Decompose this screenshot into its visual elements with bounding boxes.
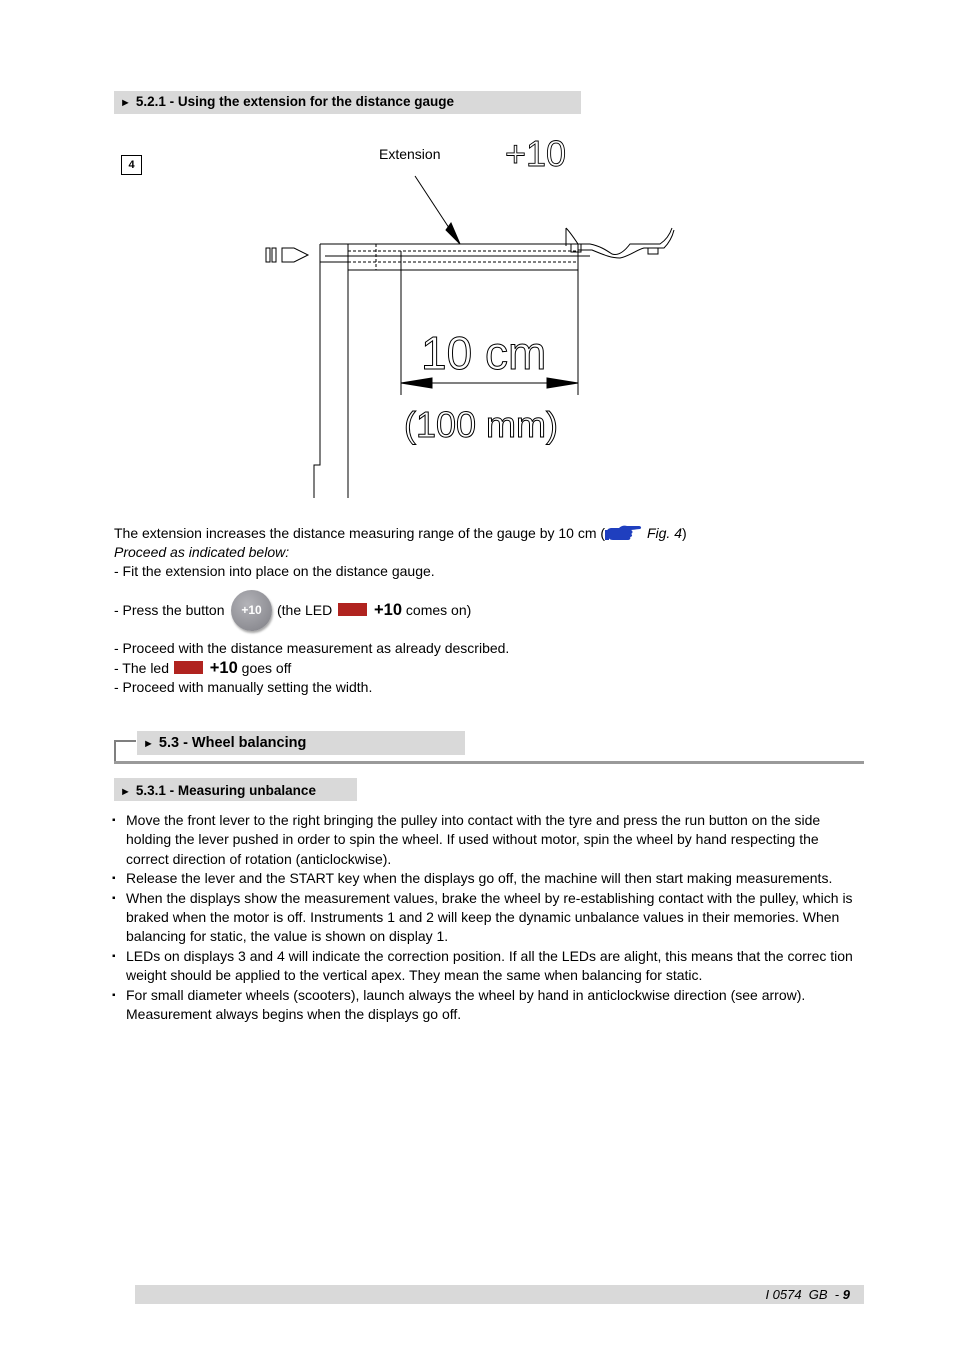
pointing-hand-icon bbox=[605, 524, 643, 542]
plus10-label: +10 bbox=[505, 133, 567, 174]
list-item: ▪ LEDs on displays 3 and 4 will indicate the correction position. If all the LEDs are alight, this means that the correc tion weight should be applied to the vertical apex. They mean the same when balancing for static. bbox=[112, 947, 864, 986]
step-measure: - Proceed with the distance measurement as already described. bbox=[114, 640, 510, 656]
step-press-button-post: (the LED +10 comes on) bbox=[277, 601, 472, 619]
section-arrow-icon: ► bbox=[120, 97, 131, 109]
list-item: ▪ Release the lever and the START key when the displays go off, the machine will then start making measurements. bbox=[112, 869, 864, 888]
section-arrow-icon: ► bbox=[143, 738, 154, 750]
led-indicator bbox=[338, 603, 367, 616]
section-531-header bbox=[114, 778, 357, 801]
section-521-title: 5.2.1 - Using the extension for the distance gauge bbox=[135, 94, 454, 109]
figure-number: 4 bbox=[121, 155, 142, 175]
figure-reference: Fig. 4 bbox=[646, 525, 682, 541]
ref-line-left bbox=[314, 244, 320, 498]
plunger-icon bbox=[266, 248, 270, 262]
extension-drawing bbox=[0, 0, 954, 510]
list-item: ▪ Move the front lever to the right bringing the pulley into contact with the tyre and press the run button on the side holding the lever pushed in order to spin the wheel. If used without motor, spin the wheel by hand respecting the correct direction of rotation (anticlockwise). bbox=[112, 811, 864, 869]
led-indicator-off bbox=[174, 661, 203, 674]
plus10-button[interactable]: +10 bbox=[231, 590, 272, 631]
proceed-label: Proceed as indicated below: bbox=[114, 544, 290, 560]
section-531-title: 5.3.1 - Measuring unbalance bbox=[135, 783, 316, 798]
footer-text bbox=[765, 1285, 850, 1304]
step-set-width: - Proceed with manually setting the width. bbox=[114, 679, 373, 695]
extension-intro: The extension increases the distance measuring range of the gauge by 10 cm ( Fig. 4) bbox=[114, 525, 687, 541]
extension-tube bbox=[348, 244, 578, 270]
section-53-title: 5.3 - Wheel balancing bbox=[158, 735, 307, 751]
step-fit-extension: - Fit the extension into place on the distance gauge. bbox=[114, 563, 435, 579]
section-53-header bbox=[137, 731, 465, 755]
list-item: ▪ For small diameter wheels (scooters), launch always the wheel by hand in anticlockwise direction (see arrow). Measurement always begins when the displays go off. bbox=[112, 986, 864, 1025]
measuring-steps-list bbox=[112, 811, 864, 1024]
page-number: 9 bbox=[842, 1287, 850, 1302]
page-footer bbox=[135, 1285, 864, 1304]
led-off-plus10-label: +10 bbox=[209, 659, 238, 677]
list-item: ▪ When the displays show the measurement values, brake the wheel by re-establishing contact with the pulley, which is braked when the motor is off. Instruments 1 and 2 will keep the dynamic unbalance values in their memories. When balancing for static, the value is shown on display 1. bbox=[112, 889, 864, 947]
doc-code: I 0574 GB - bbox=[765, 1287, 843, 1302]
dimension-100mm-label: (100 mm) bbox=[404, 404, 559, 445]
led-plus10-label: +10 bbox=[374, 601, 403, 619]
rim-profile bbox=[566, 228, 672, 255]
dimension-10cm-label: 10 cm bbox=[421, 327, 547, 379]
step-press-button-pre: - Press the button bbox=[114, 602, 225, 618]
extension-label: Extension bbox=[379, 146, 441, 162]
step-led-off: - The led +10 goes off bbox=[114, 659, 292, 677]
section-arrow-icon: ► bbox=[120, 786, 131, 798]
